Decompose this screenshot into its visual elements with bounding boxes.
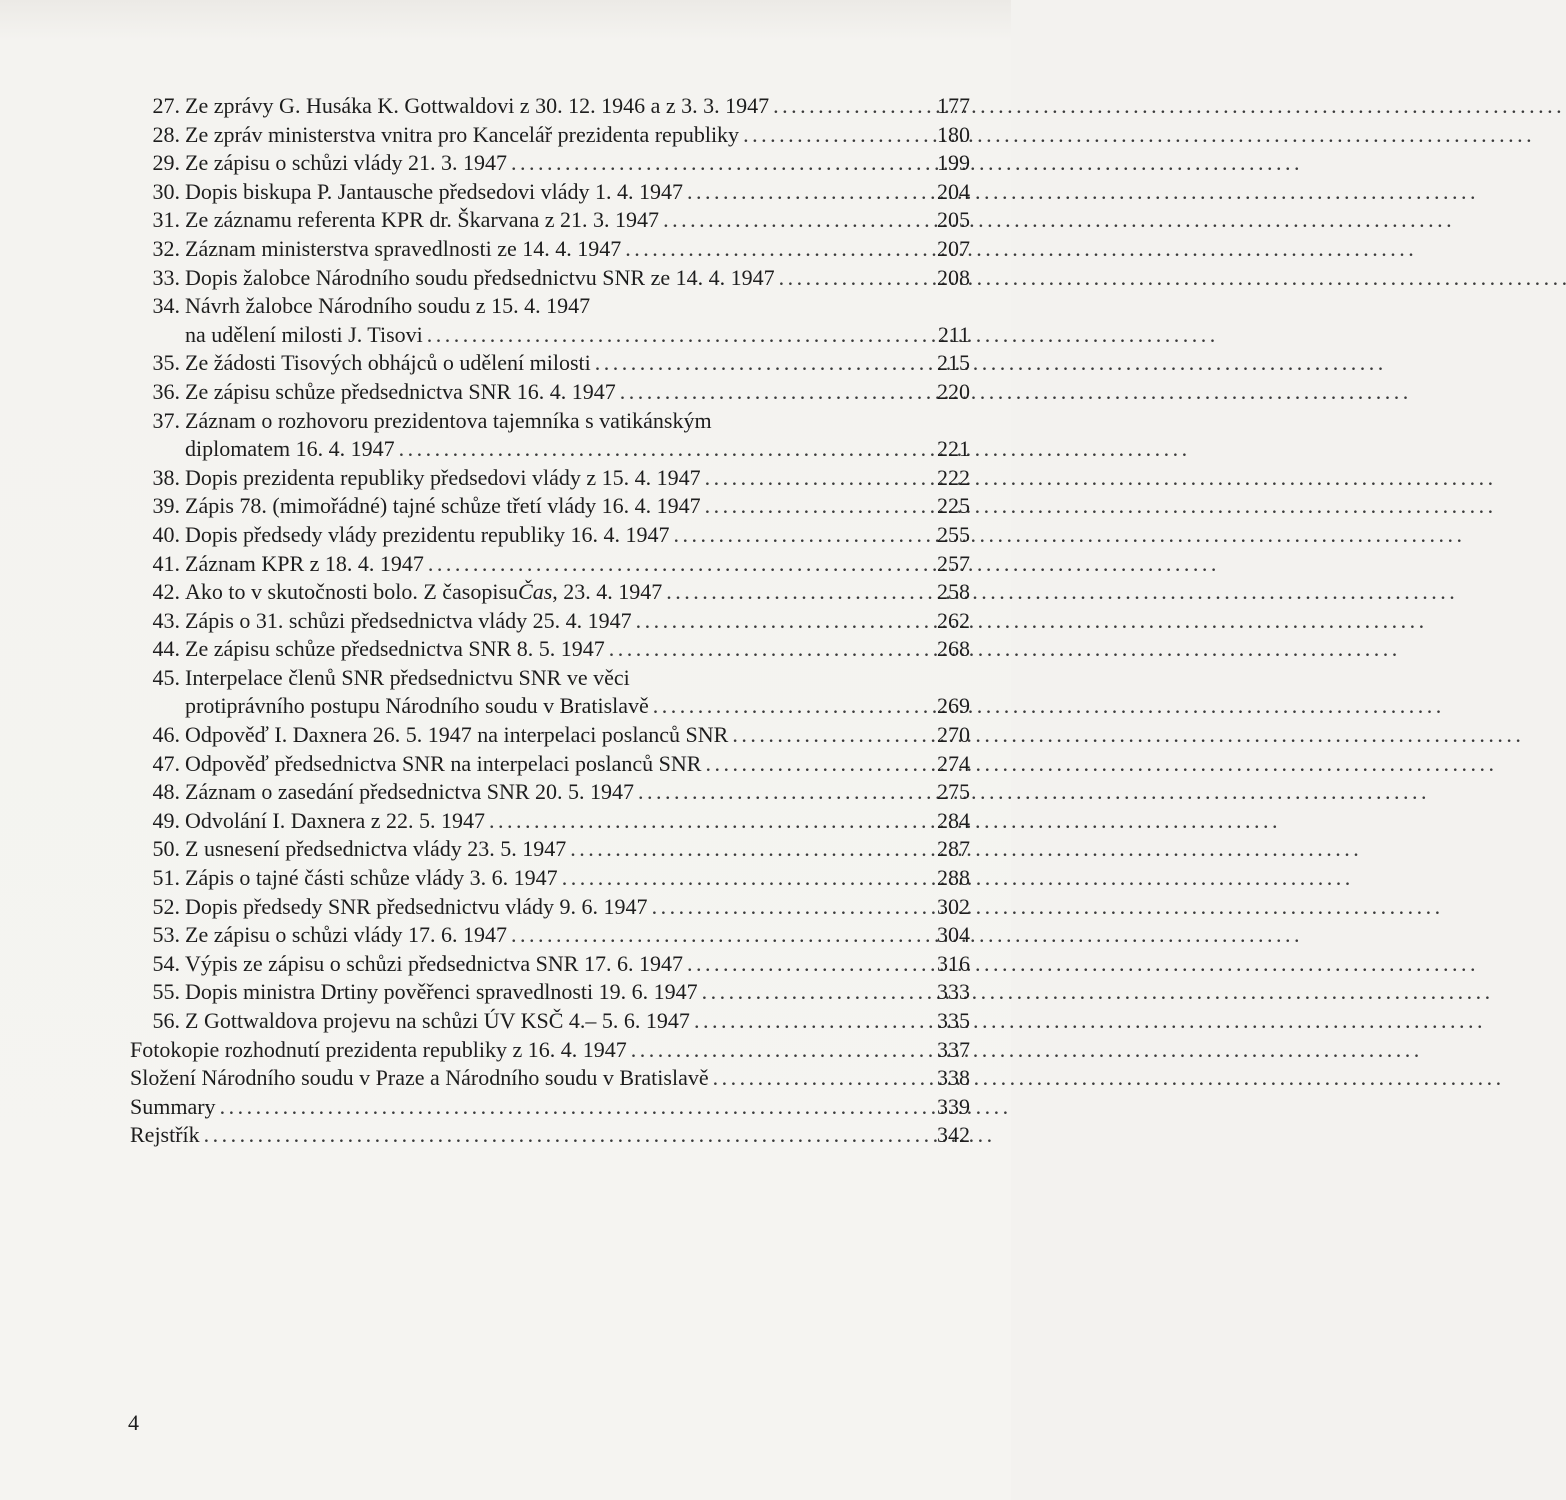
entry-title-continued: protiprávního postupu Národního soudu v Bratislavě xyxy=(185,693,649,719)
entry-page: 255 xyxy=(937,521,970,547)
appendix-page: 337 xyxy=(937,1036,970,1062)
entry-title-text: Ze zápisu o schůzi vlády 17. 6. 1947 xyxy=(185,922,507,948)
entry-title xyxy=(185,635,605,664)
entry-page: 208 xyxy=(937,264,970,290)
entry-title-text: Odpověď předsednictva SNR na interpelaci poslanců SNR xyxy=(185,750,702,776)
toc-entry-continuation xyxy=(130,435,970,464)
entry-number: 48. xyxy=(152,779,180,805)
appendix-title: Summary xyxy=(130,1093,216,1119)
entry-page: 257 xyxy=(937,550,970,576)
entry-title-text: Interpelace členů SNR předsednictvu SNR ve věci xyxy=(185,664,630,690)
entry-number: 53. xyxy=(152,922,180,948)
entry-title xyxy=(185,664,630,693)
entry-title-text: Dopis biskupa P. Jantausche předsedovi vlády 1. 4. 1947 xyxy=(185,178,683,204)
entry-page: 220 xyxy=(937,378,970,404)
entry-title-text: Ze zprávy G. Husáka K. Gottwaldovi z 30. 12. 1946 a z 3. 3. 1947 xyxy=(185,93,770,118)
dot-leader xyxy=(616,378,926,407)
entry-title-continued: na udělení milosti J. Tisovi xyxy=(185,321,423,347)
entry-title xyxy=(185,206,659,235)
appendix-page: 342 xyxy=(937,1122,970,1148)
toc-entry xyxy=(130,978,970,1007)
entry-title-text: Zápis o 31. schůzi předsednictva vlády 25. 4. 1947 xyxy=(185,607,632,633)
toc-entry xyxy=(130,750,970,779)
entry-title xyxy=(185,921,507,950)
entry-title xyxy=(185,349,591,378)
entry-number: 32. xyxy=(152,235,180,261)
entry-number: 34. xyxy=(152,293,180,319)
dot-leader xyxy=(683,178,926,207)
page-number: 4 xyxy=(128,1410,139,1435)
toc-entry xyxy=(130,1007,970,1036)
entry-title xyxy=(185,178,683,207)
dot-leader xyxy=(648,893,926,922)
entry-title xyxy=(185,521,670,550)
entry-title xyxy=(185,835,566,864)
entry-number: 55. xyxy=(152,979,180,1005)
entry-number: 31. xyxy=(152,207,180,233)
dot-leader xyxy=(395,435,926,464)
entry-title-text: Návrh žalobce Národního soudu z 15. 4. 1947 xyxy=(185,293,591,319)
entry-page: 302 xyxy=(937,893,970,919)
dot-leader xyxy=(485,807,926,836)
dot-leader xyxy=(701,492,926,521)
toc-entry-continuation xyxy=(130,321,970,350)
entry-page: 199 xyxy=(937,150,970,176)
entry-title xyxy=(185,121,739,150)
entry-number: 37. xyxy=(152,407,180,433)
entry-page: 275 xyxy=(937,779,970,805)
appendix-title: Fotokopie rozhodnutí prezidenta republiky z 16. 4. 1947 xyxy=(130,1036,627,1062)
toc-entry xyxy=(130,206,970,235)
toc-entry xyxy=(130,835,970,864)
toc-entry xyxy=(130,721,970,750)
toc-entry xyxy=(130,92,970,121)
entry-page: 205 xyxy=(937,207,970,233)
entry-title xyxy=(185,292,590,321)
toc-entry-continuation xyxy=(130,692,970,721)
dot-leader xyxy=(605,635,926,664)
entry-page: 268 xyxy=(937,636,970,662)
entry-title xyxy=(185,807,485,836)
toc-entry xyxy=(130,407,970,436)
dot-leader xyxy=(709,1064,926,1093)
dot-leader xyxy=(507,921,926,950)
entry-page: 333 xyxy=(937,979,970,1005)
entry-page: 258 xyxy=(937,579,970,605)
toc-entry xyxy=(130,864,970,893)
entry-page: 222 xyxy=(937,464,970,490)
entry-title-text: Ako to v skutočnosti bolo. Z časopisu xyxy=(185,579,519,605)
entry-number: 50. xyxy=(152,836,180,862)
entry-page: 177 xyxy=(937,93,970,118)
entry-title xyxy=(185,750,701,779)
entry-title-text: Z usnesení předsednictva vlády 23. 5. 1947 xyxy=(185,836,567,862)
dot-leader xyxy=(698,978,926,1007)
dot-leader xyxy=(662,578,926,607)
toc-entry xyxy=(130,893,970,922)
entry-title-text: Odvolání I. Daxnera z 22. 5. 1947 xyxy=(185,807,485,833)
toc-entry xyxy=(130,807,970,836)
toc-appendix-entry xyxy=(130,1121,970,1150)
entry-title xyxy=(185,378,616,407)
toc-entry xyxy=(130,292,970,321)
entry-title-after: , 23. 4. 1947 xyxy=(552,579,663,605)
entry-number: 35. xyxy=(152,350,180,376)
entry-title xyxy=(185,978,698,1007)
entry-number: 38. xyxy=(152,464,180,490)
toc-entry xyxy=(130,264,970,293)
entry-title-text: Dopis prezidenta republiky předsedovi vlády z 15. 4. 1947 xyxy=(185,464,701,490)
toc-entry xyxy=(130,607,970,636)
toc-entry xyxy=(130,550,970,579)
dot-leader xyxy=(659,206,926,235)
entry-title xyxy=(185,950,683,979)
entry-title xyxy=(185,778,634,807)
toc-entry xyxy=(130,492,970,521)
toc-entry xyxy=(130,149,970,178)
entry-title-text: Dopis předsedy SNR předsednictvu vlády 9. 6. 1947 xyxy=(185,893,648,919)
entry-title-text: Ze zpráv ministerstva vnitra pro Kancelář prezidenta republiky xyxy=(185,121,740,147)
entry-page: 270 xyxy=(937,722,970,748)
entry-title-text: Z Gottwaldova projevu na schůzi ÚV KSČ 4.– 5. 6. 1947 xyxy=(185,1008,690,1033)
toc-entry xyxy=(130,778,970,807)
entry-title xyxy=(185,550,424,579)
dot-leader xyxy=(690,1007,926,1036)
entry-title-text: Záznam o rozhovoru prezidentova tajemníka s vatikánským xyxy=(185,407,712,433)
toc-entry xyxy=(130,235,970,264)
entry-title-text: Záznam o zasedání předsednictva SNR 20. 5. 1947 xyxy=(185,779,635,805)
toc-entry xyxy=(130,178,970,207)
toc-entry xyxy=(130,635,970,664)
dot-leader xyxy=(216,1093,926,1122)
entry-title-text: Záznam KPR z 18. 4. 1947 xyxy=(185,550,424,576)
appendix-title: Rejstřík xyxy=(130,1122,200,1148)
entry-title-continued: diplomatem 16. 4. 1947 xyxy=(185,436,395,462)
dot-leader xyxy=(621,235,926,264)
entry-title xyxy=(185,864,558,893)
entry-title xyxy=(185,264,775,293)
toc-entry xyxy=(130,950,970,979)
appendix-page: 338 xyxy=(937,1065,970,1091)
dot-leader xyxy=(739,121,926,150)
entry-number: 43. xyxy=(152,607,180,633)
entry-number: 41. xyxy=(152,550,180,576)
toc-entry xyxy=(130,921,970,950)
toc-appendix-entry xyxy=(130,1093,970,1122)
entry-number: 51. xyxy=(152,865,180,891)
entry-page: 225 xyxy=(937,493,970,519)
dot-leader xyxy=(591,349,926,378)
entry-number: 46. xyxy=(152,722,180,748)
dot-leader xyxy=(424,550,926,579)
dot-leader xyxy=(566,835,926,864)
entry-page: 274 xyxy=(937,750,970,776)
dot-leader xyxy=(775,264,926,293)
entry-number: 30. xyxy=(152,178,180,204)
dot-leader xyxy=(634,778,926,807)
entry-title xyxy=(185,578,662,607)
entry-title xyxy=(185,149,507,178)
dot-leader xyxy=(649,692,926,721)
dot-leader xyxy=(701,464,926,493)
entry-page: 211 xyxy=(937,321,970,347)
entry-page: 287 xyxy=(937,836,970,862)
dot-leader xyxy=(728,721,926,750)
toc-entry xyxy=(130,378,970,407)
entry-title xyxy=(185,235,621,264)
entry-title xyxy=(185,1007,690,1036)
toc-entry xyxy=(130,521,970,550)
entry-title xyxy=(185,407,712,436)
entry-page: 335 xyxy=(937,1008,970,1033)
entry-title xyxy=(185,92,769,121)
entry-number: 33. xyxy=(152,264,180,290)
appendix-title: Složení Národního soudu v Praze a Národního soudu v Bratislavě xyxy=(130,1065,709,1091)
entry-page: 180 xyxy=(937,121,970,147)
entry-title-text: Dopis ministra Drtiny pověřenci spravedlnosti 19. 6. 1947 xyxy=(185,979,698,1005)
entry-number: 42. xyxy=(152,579,180,605)
dot-leader xyxy=(769,92,926,121)
toc-entry xyxy=(130,578,970,607)
entry-title-text: Zápis 78. (mimořádné) tajné schůze třetí vlády 16. 4. 1947 xyxy=(185,493,701,519)
entry-title-text: Dopis žalobce Národního soudu předsednictvu SNR ze 14. 4. 1947 xyxy=(185,264,775,290)
dot-leader xyxy=(683,950,926,979)
entry-title-text: Záznam ministerstva spravedlnosti ze 14. 4. 1947 xyxy=(185,235,622,261)
entry-number: 52. xyxy=(152,893,180,919)
entry-title-text: Ze záznamu referenta KPR dr. Škarvana z 21. 3. 1947 xyxy=(185,207,660,233)
entry-number: 29. xyxy=(152,150,180,176)
entry-title-text: Ze žádosti Tisových obhájců o udělení milosti xyxy=(185,350,591,376)
entry-page: 207 xyxy=(937,235,970,261)
entry-number: 28. xyxy=(152,121,180,147)
entry-title-text: Ze zápisu o schůzi vlády 21. 3. 1947 xyxy=(185,150,507,176)
entry-number: 36. xyxy=(152,378,180,404)
entry-title xyxy=(185,464,701,493)
toc-entry xyxy=(130,121,970,150)
entry-title xyxy=(185,492,701,521)
entry-title-text: Zápis o tajné části schůze vlády 3. 6. 1947 xyxy=(185,865,558,891)
entry-number: 40. xyxy=(152,521,180,547)
dot-leader xyxy=(701,750,926,779)
entry-title-text: Ze zápisu schůze předsednictva SNR 8. 5. 1947 xyxy=(185,636,605,662)
dot-leader xyxy=(558,864,926,893)
toc-entry xyxy=(130,664,970,693)
entry-page: 204 xyxy=(937,178,970,204)
entry-title xyxy=(185,607,632,636)
entry-title-text: Výpis ze zápisu o schůzi předsednictva SNR 17. 6. 1947 xyxy=(185,950,683,976)
entry-page: 215 xyxy=(937,350,970,376)
entry-page: 262 xyxy=(937,607,970,633)
dot-leader xyxy=(200,1121,926,1150)
entry-number: 39. xyxy=(152,493,180,519)
toc-entry xyxy=(130,349,970,378)
dot-leader xyxy=(670,521,926,550)
dot-leader xyxy=(507,149,926,178)
entry-page: 284 xyxy=(937,807,970,833)
entry-number: 27. xyxy=(152,93,180,118)
entry-page: 269 xyxy=(937,693,970,719)
entry-page: 316 xyxy=(937,950,970,976)
entry-title-text: Odpověď I. Daxnera 26. 5. 1947 na interpelaci poslanců SNR xyxy=(185,722,729,748)
entry-number: 44. xyxy=(152,636,180,662)
entry-number: 49. xyxy=(152,807,180,833)
entry-page: 304 xyxy=(937,922,970,948)
entry-number: 45. xyxy=(152,664,180,690)
table-of-contents xyxy=(130,92,970,1150)
toc-entry xyxy=(130,464,970,493)
appendix-page: 339 xyxy=(937,1093,970,1119)
entry-title-italic: Čas xyxy=(518,579,553,605)
entry-number: 54. xyxy=(152,950,180,976)
dot-leader xyxy=(627,1036,926,1065)
entry-number: 47. xyxy=(152,750,180,776)
entry-page: 288 xyxy=(937,865,970,891)
entry-title xyxy=(185,893,648,922)
entry-title-text: Dopis předsedy vlády prezidentu republiky 16. 4. 1947 xyxy=(185,521,670,547)
entry-number: 56. xyxy=(152,1008,180,1033)
dot-leader xyxy=(632,607,926,636)
dot-leader xyxy=(423,321,926,350)
entry-page: 221 xyxy=(937,436,970,462)
toc-appendix-entry xyxy=(130,1036,970,1065)
entry-title xyxy=(185,721,728,750)
toc-appendix-entry xyxy=(130,1064,970,1093)
entry-title-text: Ze zápisu schůze předsednictva SNR 16. 4. 1947 xyxy=(185,378,616,404)
